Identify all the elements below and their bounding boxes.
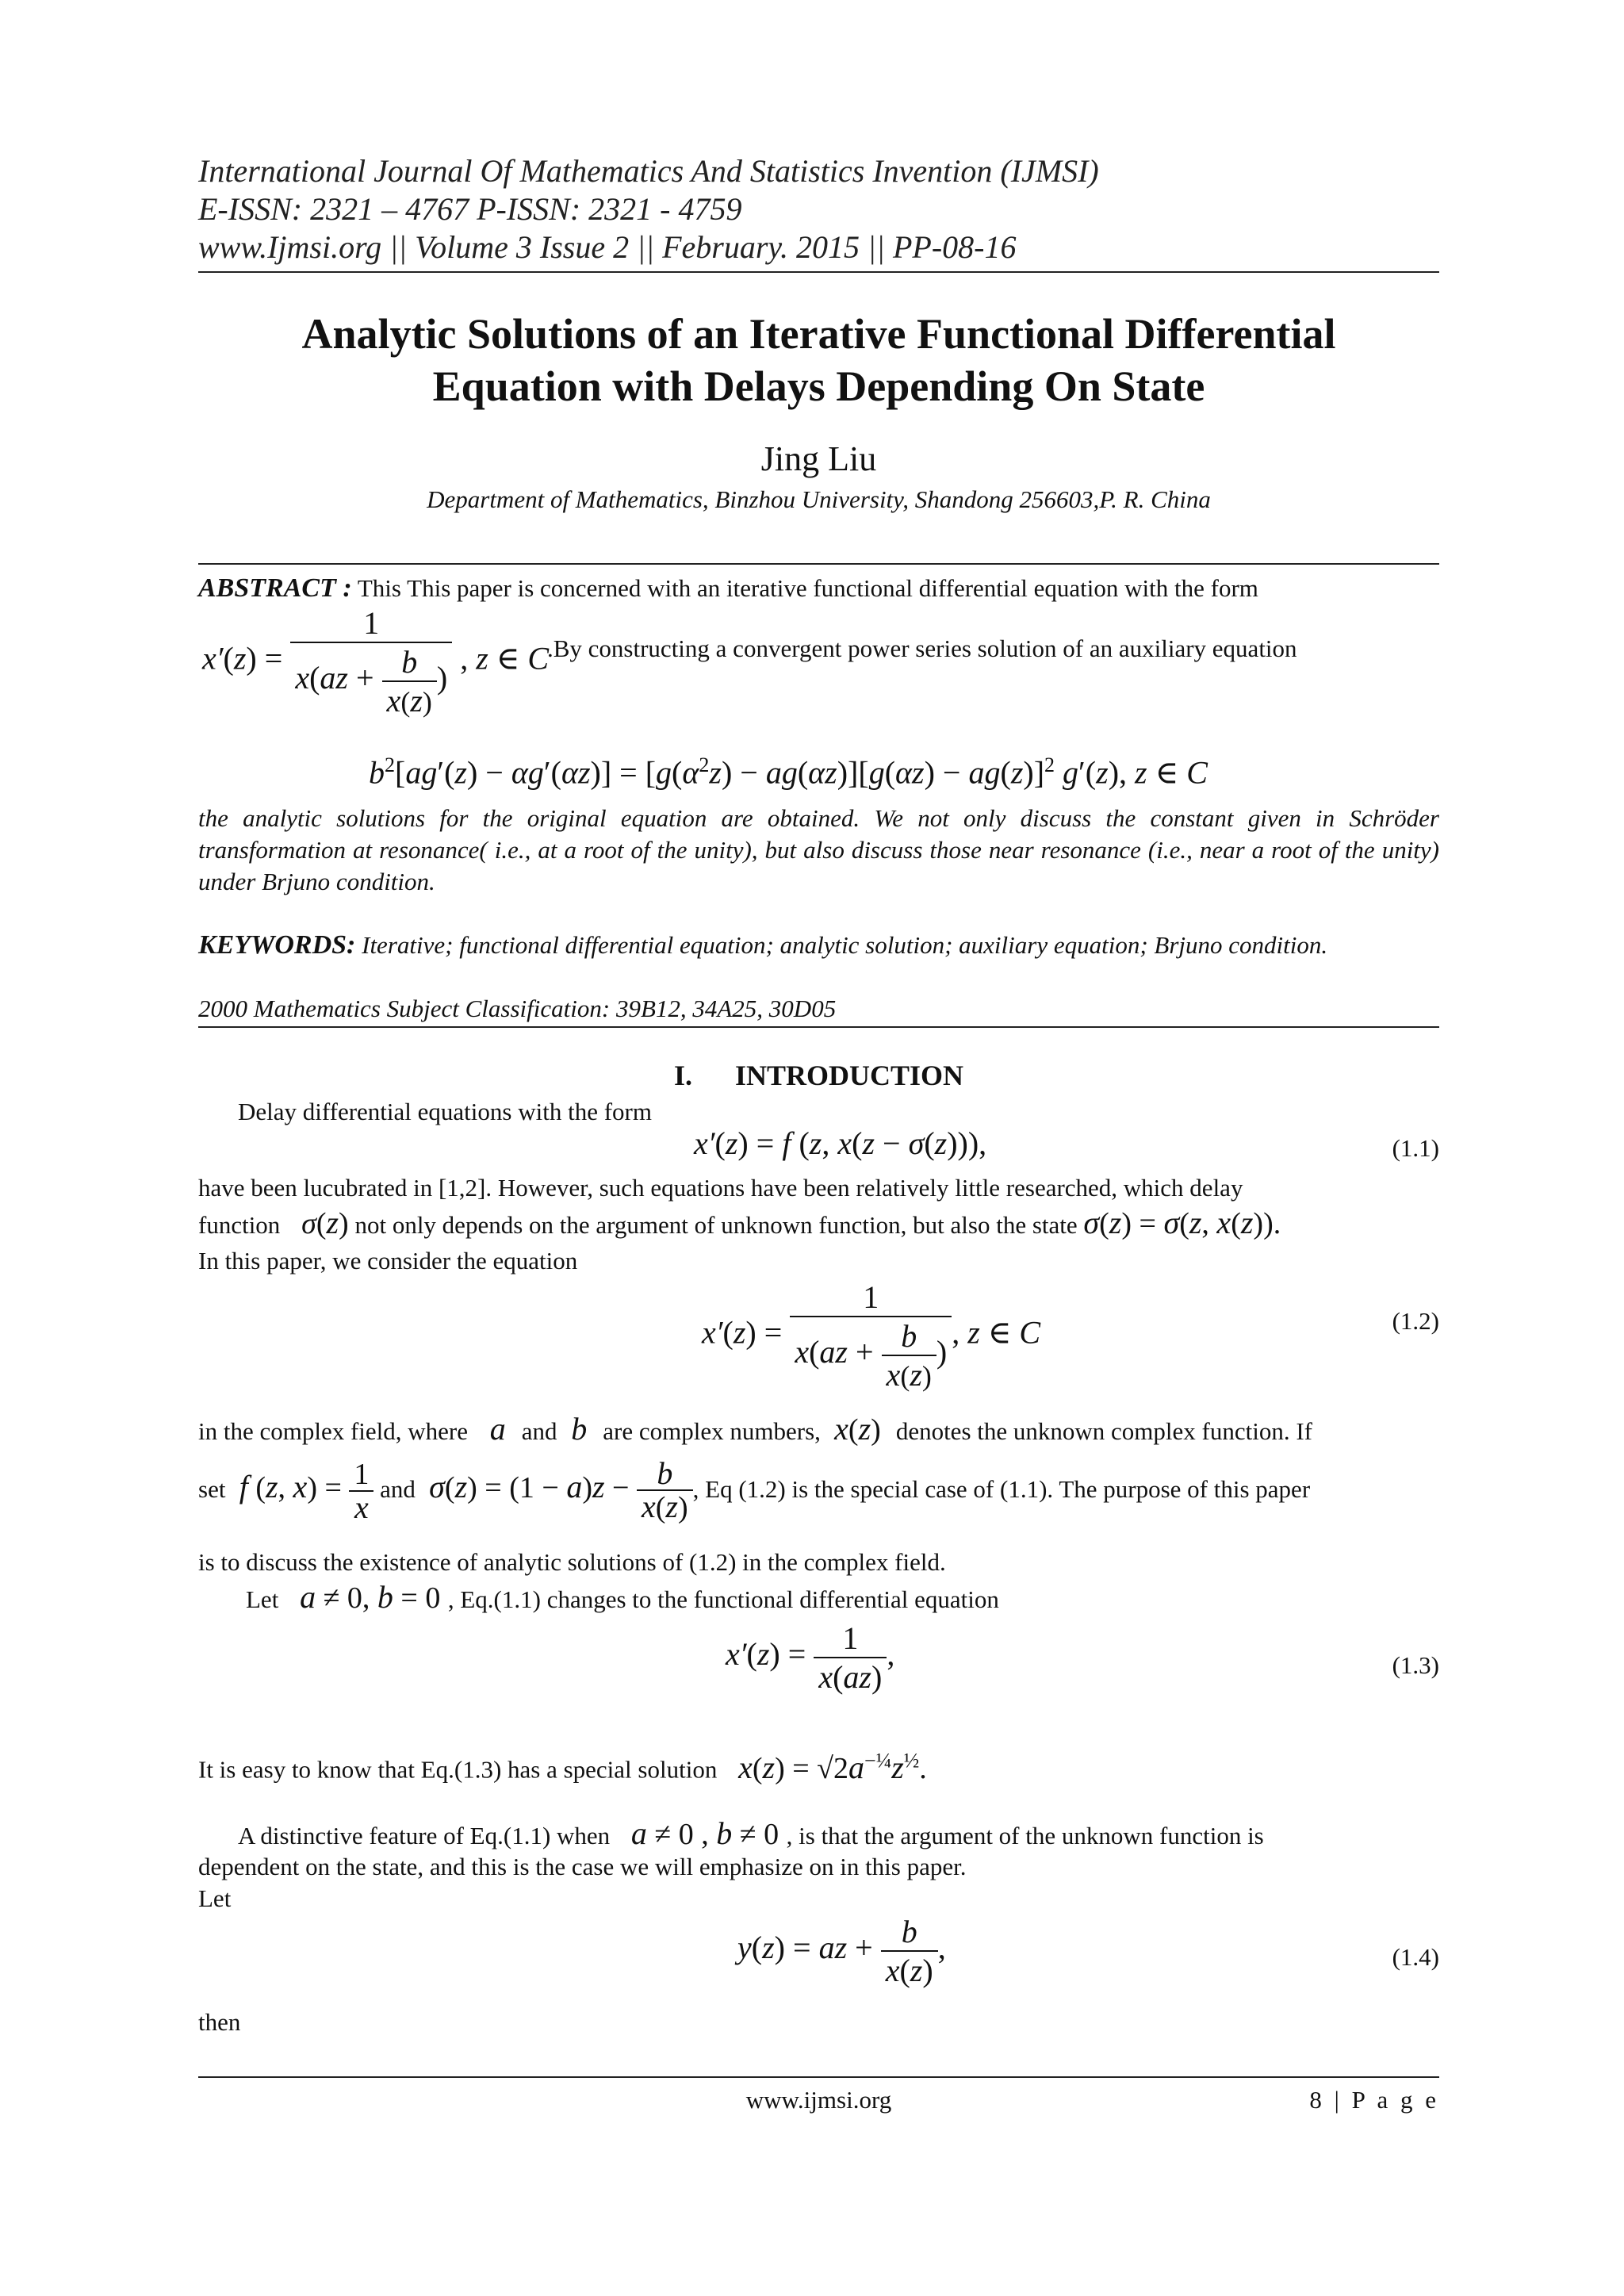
section-heading	[198, 1059, 1439, 1092]
header-rule	[198, 271, 1439, 273]
p3-part-b: not only depends on the argument of unknown function, but also the state	[354, 1211, 1078, 1239]
intro-paragraph-13: then	[198, 2008, 241, 2036]
abstract-body: the analytic solutions for the original equation are obtained. We not only discuss the constant given in Schröder transformation at resonance( i.e., at a root of the unity), but also discuss those near resonance (i.e., near a root of the unity) under Brjuno condition.	[198, 804, 1439, 895]
journal-name: International Journal Of Mathematics And Statistics Invention (IJMSI)	[198, 153, 1099, 189]
equation-number-1-3: (1.3)	[1392, 1651, 1439, 1679]
p5-part-c: are complex numbers,	[603, 1417, 821, 1445]
abstract-intro-text: This This paper is concerned with an iterative functional differential equation with the form	[351, 574, 1258, 602]
paper-title	[198, 308, 1439, 412]
p5-part-b: and	[521, 1417, 557, 1445]
p5-part-d: denotes the unknown complex function. If	[895, 1417, 1312, 1445]
p6-part-a: set	[198, 1475, 226, 1504]
p10-part-a: A distinctive feature of Eq.(1.1) when	[238, 1822, 611, 1849]
intro-paragraph-8: Let a ≠ 0, b = 0 , Eq.(1.1) changes to the functional differential equation	[246, 1579, 999, 1615]
intro-paragraph-6: set f (z, x) = $\frac{1}{x}$ and σ(z) = (1 − a)z − $\frac{b}{x(z)}$ , Eq (1.2) is the special case of (1.1). The purpose of this paper	[198, 1455, 1311, 1525]
footer-rule	[198, 2076, 1439, 2078]
intro-paragraph-5: in the complex field, where a and b are complex numbers, x(z) denotes the unknown complex function. If	[198, 1411, 1312, 1447]
intro-paragraph-2: have been lucubrated in [1,2]. However, such equations have been relatively little researched, which delay	[198, 1174, 1243, 1202]
section-number: I.	[673, 1060, 692, 1091]
abstract-equation-form: x′(z) = 1 x(az + $\frac{b}{x(z)}$ ) , z ∈ C	[202, 605, 550, 719]
abstract-top-rule	[198, 563, 1439, 565]
p8-part-b: , Eq.(1.1) changes to the functional differential equation	[447, 1585, 999, 1613]
equation-number-1-4: (1.4)	[1392, 1943, 1439, 1971]
p8-part-a: Let	[246, 1585, 279, 1613]
keywords	[198, 930, 1439, 961]
author-affiliation: Department of Mathematics, Binzhou University, Shandong 256603,P. R. China	[427, 485, 1211, 513]
intro-paragraph-9: It is easy to know that Eq.(1.3) has a special solution $x(z) = √2a^{-\frac{1}{4}}z^{\frac{1}{2}}$.	[198, 1749, 927, 1785]
journal-volume: www.Ijmsi.org || Volume 3 Issue 2 || February. 2015 || PP-08-16	[198, 229, 1017, 265]
auxiliary-equation: $b^2[ag'(z) - \alpha g'(\alpha z)] = [g(\alpha^2z) - ag(\alpha z)][g(\alpha z) - ag(z)]^2$ g′(z), z ∈ C	[369, 753, 1208, 791]
footer-page-number: 8 | P a g e	[1309, 2086, 1439, 2114]
title-line-1: Analytic Solutions of an Iterative Functional Differential	[301, 310, 1336, 358]
p9-text: It is easy to know that Eq.(1.3) has a special solution	[198, 1755, 718, 1784]
p10-part-b: , is that the argument of the unknown function is	[786, 1822, 1264, 1849]
equation-number-1-1: (1.1)	[1392, 1134, 1439, 1162]
intro-paragraph-3: function σ(z) not only depends on the argument of unknown function, but also the state σ(z) = σ(z, x(z)).	[198, 1205, 1281, 1240]
equation-number-1-2: (1.2)	[1392, 1307, 1439, 1335]
abstract-after-eq: .By constructing a convergent power series solution of an auxiliary equation	[547, 634, 1297, 662]
section-title: INTRODUCTION	[734, 1060, 964, 1091]
intro-paragraph-7: is to discuss the existence of analytic solutions of (1.2) in the complex field.	[198, 1548, 946, 1576]
p6-part-c: , Eq (1.2) is the special case of (1.1). The purpose of this paper	[692, 1475, 1311, 1504]
equation-1-1: x′(z) = f (z, x(z − σ(z))),	[694, 1125, 987, 1161]
equation-1-4: y(z) = az + $\frac{b}{x(z)}$ ,	[737, 1914, 946, 1988]
equation-1-3: x′(z) = $\frac{1}{x(az)}$ ,	[726, 1620, 895, 1695]
keywords-text: Iterative; functional differential equation; analytic solution; auxiliary equation; Brjuno condition.	[355, 931, 1328, 959]
abstract-label: ABSTRACT :	[198, 573, 352, 603]
intro-paragraph-10: A distinctive feature of Eq.(1.1) when a ≠ 0 , b ≠ 0 , is that the argument of the unknown function is	[198, 1818, 1439, 1852]
author-name: Jing Liu	[760, 439, 877, 478]
keywords-label: KEYWORDS:	[198, 930, 356, 960]
intro-paragraph-12: Let	[198, 1884, 232, 1912]
footer-site: www.ijmsi.org	[745, 2086, 892, 2114]
title-line-2: Equation with Delays Depending On State	[432, 362, 1205, 410]
intro-paragraph-11: dependent on the state, and this is the case we will emphasize on in this paper.	[198, 1853, 967, 1880]
intro-paragraph-4: In this paper, we consider the equation	[198, 1247, 578, 1274]
journal-issn: E-ISSN: 2321 – 4767 P-ISSN: 2321 - 4759	[198, 191, 742, 227]
msc-classification: 2000 Mathematics Subject Classification: 39B12, 34A25, 30D05	[198, 995, 837, 1022]
abstract-bottom-rule	[198, 1026, 1439, 1028]
p5-part-a: in the complex field, where	[198, 1417, 469, 1445]
p6-part-b: and	[380, 1475, 416, 1504]
journal-header	[198, 152, 1099, 266]
equation-1-2: x′(z) = 1 x(az + $\frac{b}{x(z)}$ ) , z ∈ C	[702, 1279, 1041, 1393]
p3-part-a: function	[198, 1211, 281, 1239]
intro-paragraph-1: Delay differential equations with the form	[238, 1098, 652, 1125]
abstract-intro	[198, 573, 1439, 604]
